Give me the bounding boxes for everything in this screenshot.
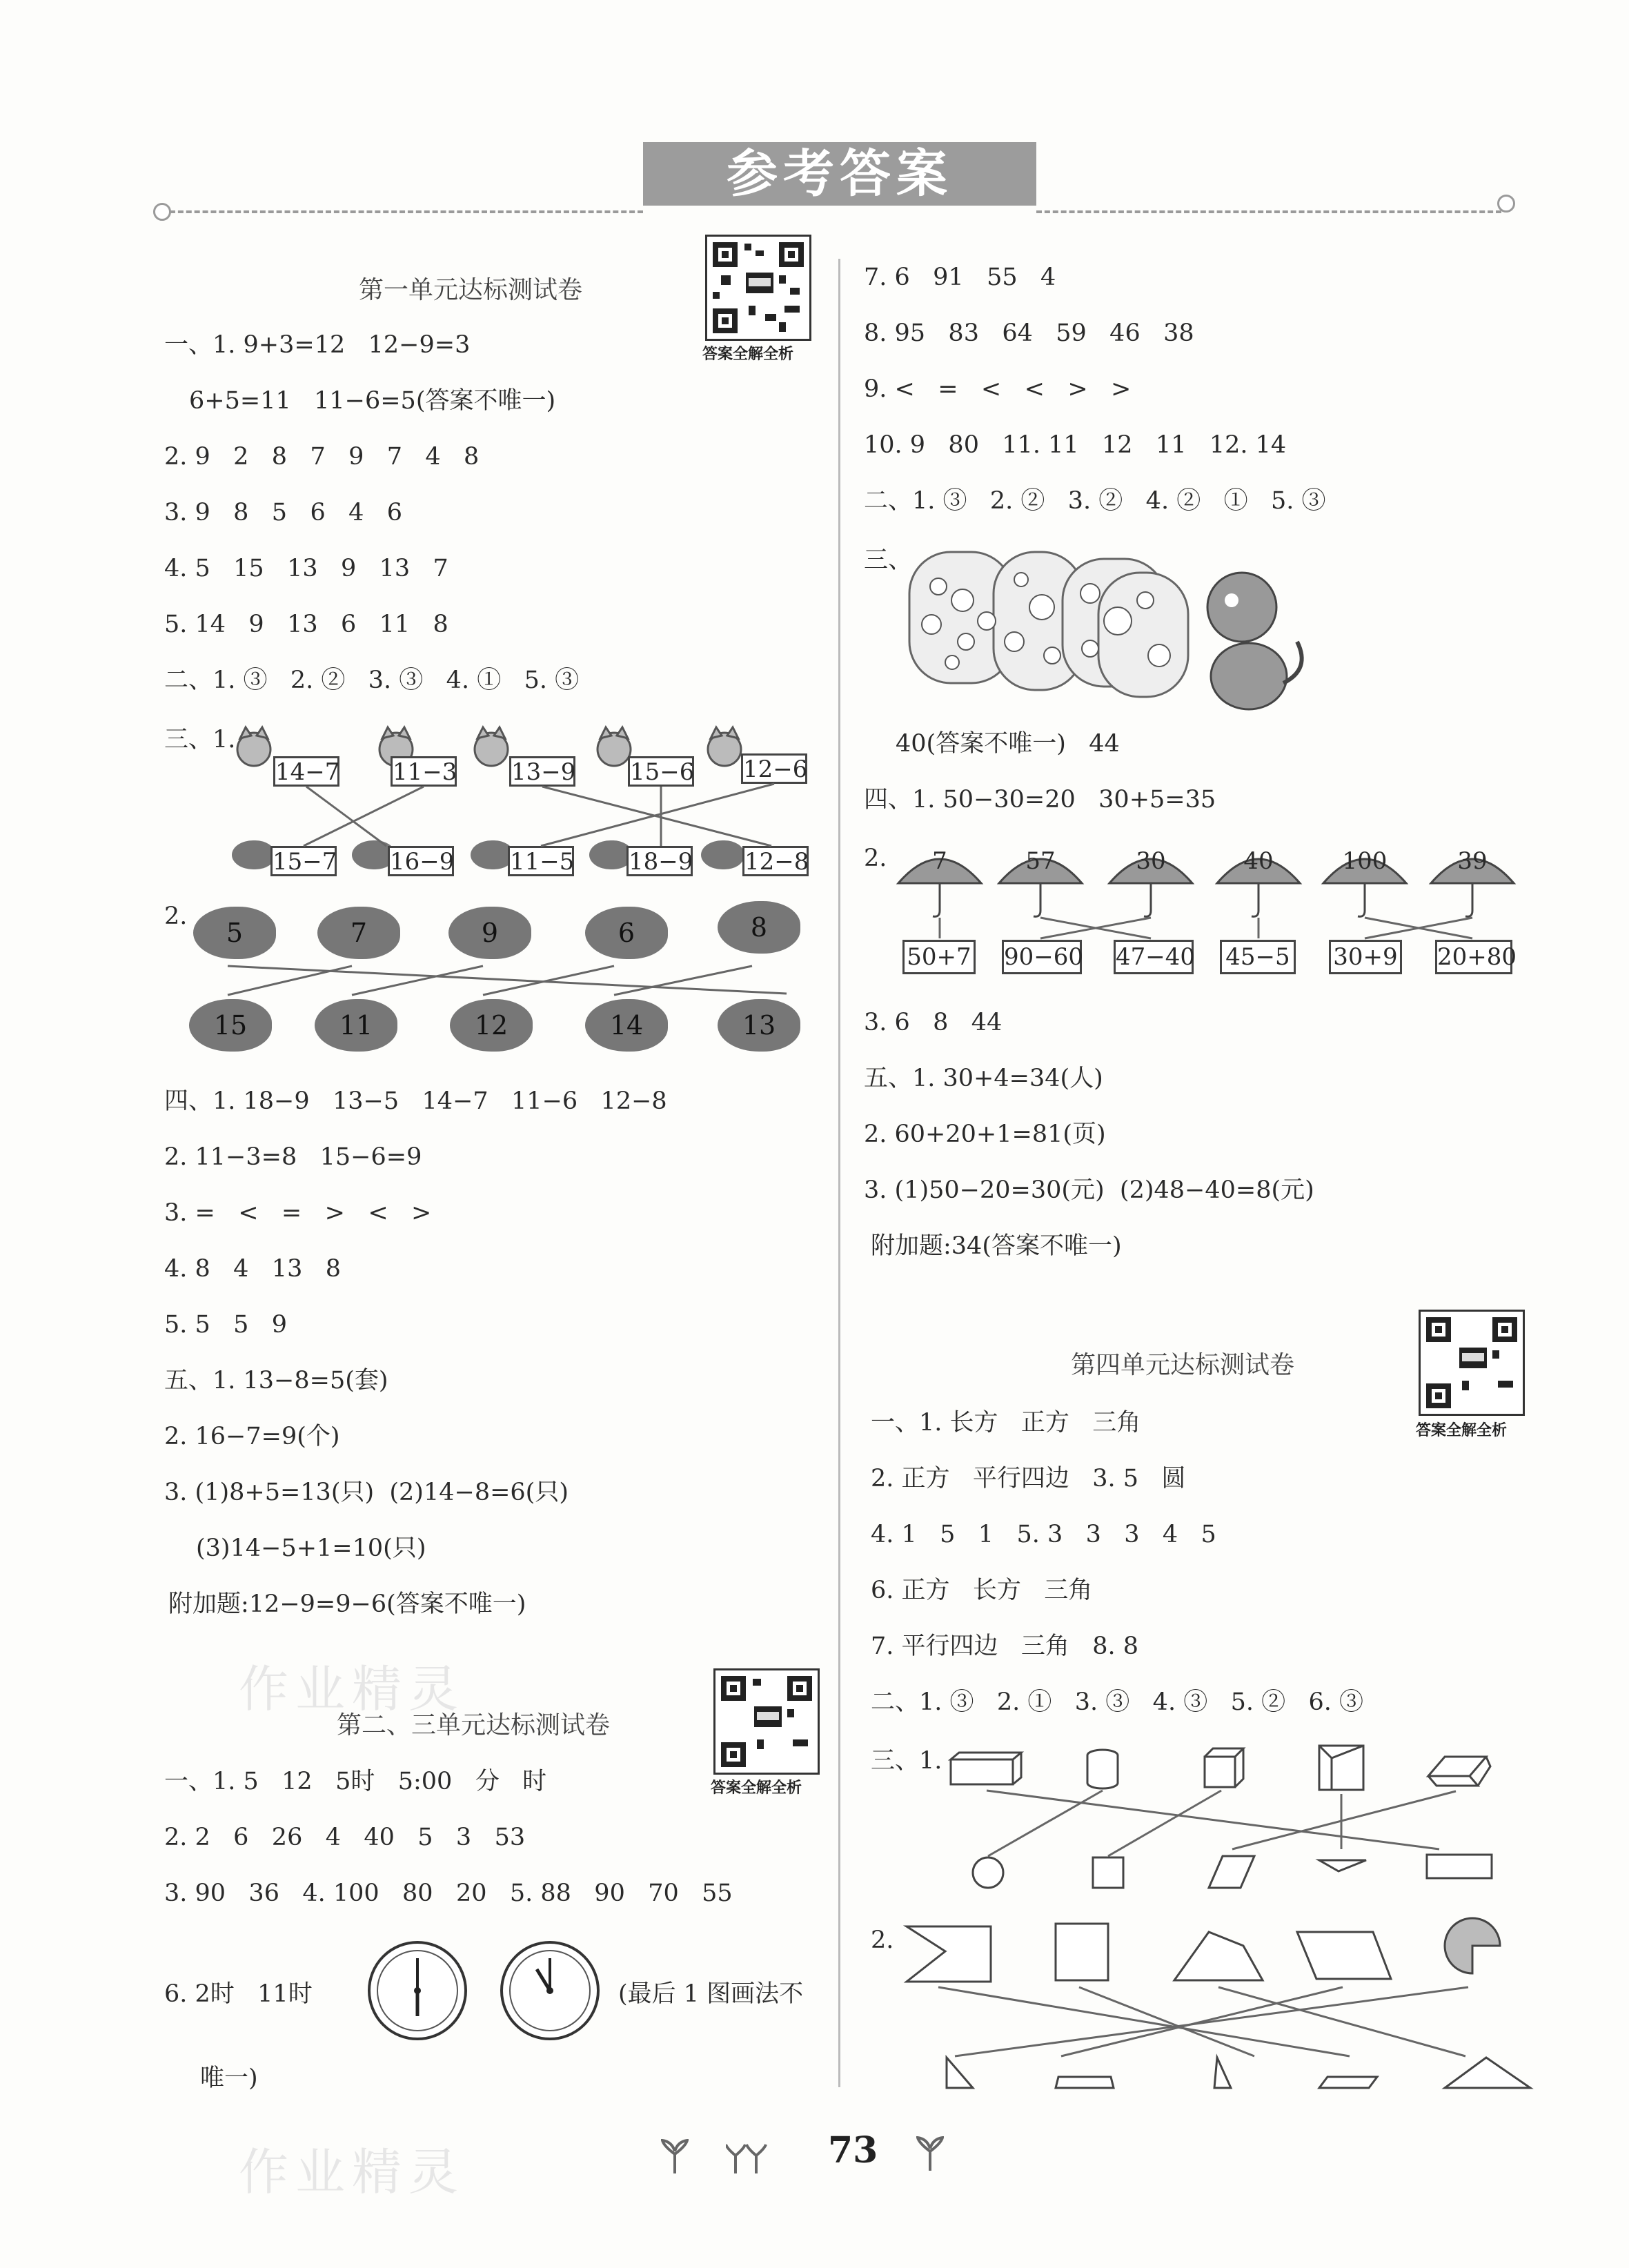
fish-icon: 12 bbox=[450, 999, 533, 1052]
answer-line: 二、1. ③ 2. ② 3. ③ 4. ① 5. ③ bbox=[164, 667, 580, 694]
answer-line: 3. 6 8 44 bbox=[864, 1009, 1003, 1036]
umbrella-label: 40 bbox=[1243, 847, 1274, 875]
cat-box: 13−9 bbox=[509, 756, 575, 787]
answer-line: 2. bbox=[871, 1926, 894, 1954]
answer-line: 2. bbox=[164, 903, 188, 930]
umbrella-label: 30 bbox=[1136, 847, 1166, 875]
umbrella-box: 45−5 bbox=[1220, 940, 1296, 974]
fish-icon: 8 bbox=[718, 901, 800, 954]
answer-line: 附加题:12−9=9−6(答案不唯一) bbox=[168, 1590, 526, 1618]
fish-icon: 13 bbox=[718, 999, 800, 1052]
fish-icon: 7 bbox=[317, 907, 400, 959]
answer-line: 6. 2时 11时 bbox=[164, 1980, 313, 2008]
sprout-icon bbox=[661, 2139, 689, 2176]
umbrella-box: 50+7 bbox=[902, 940, 976, 974]
answer-line: 10. 9 80 11. 11 12 11 12. 14 bbox=[864, 431, 1287, 459]
qr-caption: 答案全解全析 bbox=[1416, 1422, 1508, 1439]
answer-line: 五、1. 13−8=5(套) bbox=[164, 1367, 388, 1394]
answer-line: 一、1. 长方 正方 三角 bbox=[871, 1409, 1141, 1437]
answer-line: 3. (1)8+5=13(只) (2)14−8=6(只) bbox=[164, 1479, 569, 1506]
umbrella-label: 57 bbox=[1025, 847, 1056, 875]
answer-line: 3. 90 36 4. 100 80 20 5. 88 90 70 55 bbox=[164, 1880, 733, 1907]
answer-line: (最后 1 图画法不 bbox=[618, 1980, 804, 2008]
fish-box: 12−8 bbox=[742, 846, 809, 876]
fish-box: 11−5 bbox=[508, 846, 574, 876]
unit1-title: 第一单元达标测试卷 bbox=[359, 276, 583, 304]
watermark: 作业精灵 bbox=[239, 2143, 466, 2201]
answer-line: 7. 平行四边 三角 8. 8 bbox=[871, 1633, 1139, 1660]
umbrella-box: 90−60 bbox=[1002, 940, 1082, 974]
answer-line: 四、1. 50−30=20 30+5=35 bbox=[864, 786, 1216, 813]
answer-line: 四、1. 18−9 13−5 14−7 11−6 12−8 bbox=[164, 1087, 667, 1115]
answer-line: 2. bbox=[864, 845, 887, 872]
fish-icon: 5 bbox=[193, 907, 276, 959]
fish-icon: 9 bbox=[448, 907, 531, 959]
answer-line: 三、 bbox=[864, 546, 913, 574]
answer-line: 8. 95 83 64 59 46 38 bbox=[864, 319, 1194, 347]
fish-box: 16−9 bbox=[388, 846, 454, 876]
page-number: 73 bbox=[828, 2129, 878, 2171]
answer-line: 五、1. 30+4=34(人) bbox=[864, 1065, 1103, 1092]
unit23-title: 第二、三单元达标测试卷 bbox=[337, 1711, 611, 1739]
answer-line: 40(答案不唯一) 44 bbox=[896, 730, 1120, 758]
answer-line: 6+5=11 11−6=5(答案不唯一) bbox=[189, 387, 556, 415]
answer-line: 2. 60+20+1=81(页) bbox=[864, 1121, 1106, 1148]
answer-line: 4. 8 4 13 8 bbox=[164, 1255, 341, 1283]
fish-box: 18−9 bbox=[626, 846, 693, 876]
cat-box: 11−3 bbox=[391, 756, 457, 787]
umbrella-label: 7 bbox=[932, 847, 947, 875]
cat-box: 12−6 bbox=[741, 753, 807, 784]
sprout-icon bbox=[726, 2142, 767, 2176]
qr-caption: 答案全解全析 bbox=[711, 1779, 802, 1797]
fish-box: 15−7 bbox=[270, 846, 337, 876]
answer-line: 二、1. ③ 2. ① 3. ③ 4. ③ 5. ② 6. ③ bbox=[871, 1688, 1363, 1716]
answer-line: 6. 正方 长方 三角 bbox=[871, 1577, 1093, 1604]
watermark: 作业精灵 bbox=[239, 1660, 466, 1718]
answer-line: 4. 1 5 1 5. 3 3 3 4 5 bbox=[871, 1521, 1216, 1548]
answer-line: 2. 9 2 8 7 9 7 4 8 bbox=[164, 443, 480, 471]
page-title: 参考答案 bbox=[643, 142, 1036, 206]
answer-line: 二、1. ③ 2. ② 3. ② 4. ② ① 5. ③ bbox=[864, 487, 1326, 515]
umbrella-label: 100 bbox=[1342, 847, 1388, 875]
answer-line: 5. 5 5 9 bbox=[164, 1311, 288, 1339]
answer-line: 3. (1)50−20=30(元) (2)48−40=8(元) bbox=[864, 1176, 1314, 1204]
fish-icon: 6 bbox=[585, 907, 668, 959]
sprout-icon bbox=[916, 2136, 944, 2173]
umbrella-box: 47−40 bbox=[1114, 940, 1194, 974]
umbrella-box: 30+9 bbox=[1329, 940, 1402, 974]
answer-line: 4. 5 15 13 9 13 7 bbox=[164, 555, 448, 582]
answer-line: 三、1. bbox=[164, 726, 236, 753]
answer-line: 3. 9 8 5 6 4 6 bbox=[164, 499, 403, 526]
answer-line: 2. 正方 平行四边 3. 5 圆 bbox=[871, 1465, 1186, 1492]
fish-icon: 11 bbox=[315, 999, 397, 1052]
answer-line: 一、1. 9+3=12 12−9=3 bbox=[164, 331, 471, 359]
umbrella-box: 20+80 bbox=[1435, 940, 1512, 974]
answer-line: 三、1. bbox=[871, 1747, 942, 1775]
answer-line: 3. = < = > < > bbox=[164, 1199, 432, 1227]
answer-line: 2. 16−7=9(个) bbox=[164, 1423, 340, 1450]
answer-line: 2. 11−3=8 15−6=9 bbox=[164, 1143, 422, 1171]
cat-box: 15−6 bbox=[628, 756, 694, 787]
answer-line: 9. < = < < > > bbox=[864, 375, 1132, 403]
answer-line: 2. 2 6 26 4 40 5 3 53 bbox=[164, 1824, 526, 1851]
fish-icon: 14 bbox=[585, 999, 668, 1052]
answer-line: 唯一) bbox=[200, 2064, 258, 2092]
qr-caption: 答案全解全析 bbox=[702, 346, 794, 363]
answer-line: 5. 14 9 13 6 11 8 bbox=[164, 611, 448, 638]
answer-line: 附加题:34(答案不唯一) bbox=[871, 1232, 1122, 1260]
unit4-title: 第四单元达标测试卷 bbox=[1071, 1351, 1295, 1379]
fish-icon: 15 bbox=[189, 999, 272, 1052]
cat-box: 14−7 bbox=[273, 756, 339, 787]
answer-line: 7. 6 91 55 4 bbox=[864, 264, 1056, 291]
umbrella-label: 39 bbox=[1457, 847, 1488, 875]
answer-line: 一、1. 5 12 5时 5:00 分 时 bbox=[164, 1768, 547, 1795]
answer-line: (3)14−5+1=10(只) bbox=[196, 1535, 426, 1562]
